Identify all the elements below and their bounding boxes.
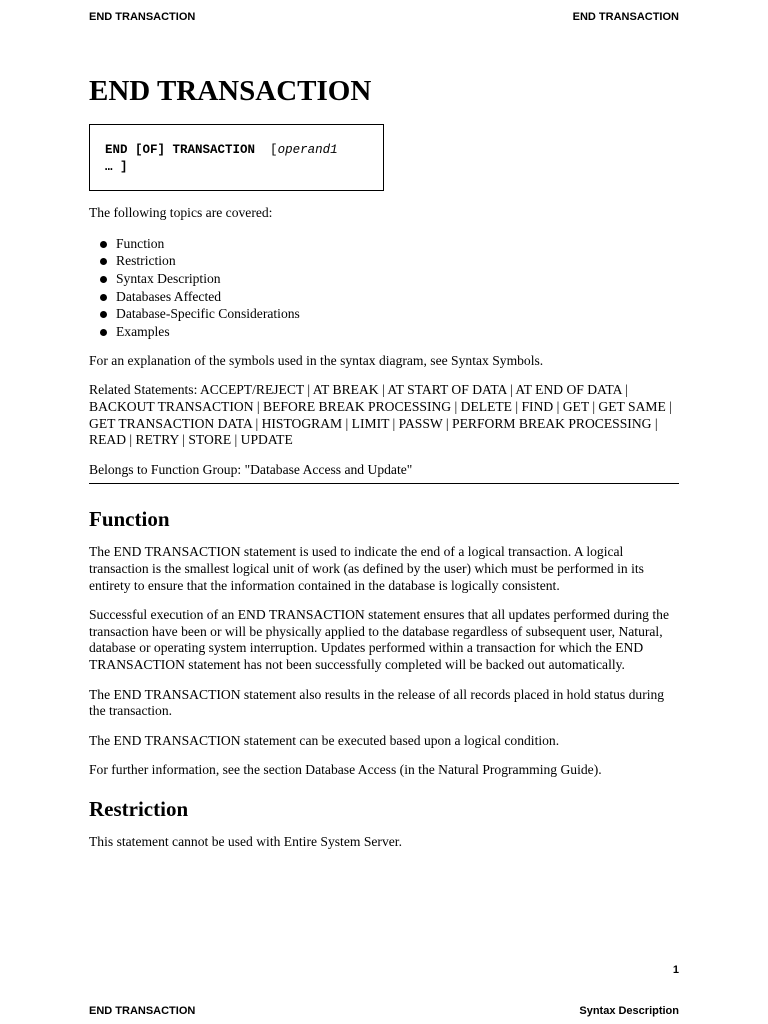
topic-link[interactable]: Function <box>116 235 165 251</box>
function-heading: Function <box>89 507 170 532</box>
topic-link[interactable]: Restriction <box>116 253 176 269</box>
function-paragraph: Successful execution of an END TRANSACTION statement ensures that all updates performed during the transaction have been or will be physically applied to the database regardless of subsequent user, Natural, database or operating system interruption. Updates performed within a transaction for which the END TRANSACTION statement has not been successfully completed will be backed out automatically. <box>89 607 669 672</box>
bullet-icon <box>100 294 107 301</box>
page-title: END TRANSACTION <box>89 75 372 107</box>
restriction-paragraph: This statement cannot be used with Entire System Server. <box>89 833 402 849</box>
running-header-left: END TRANSACTION <box>89 11 196 23</box>
bullet-icon <box>100 241 107 248</box>
function-paragraph: The END TRANSACTION statement is used to indicate the end of a logical transaction. A logical transaction is the smallest logical unit of work (as defined by the user) which must be performed in its entirety to ensure that the information contained in the database is logically consistent. <box>89 544 644 593</box>
symbols-note: For an explanation of the symbols used in the syntax diagram, see Syntax Symbols. <box>89 352 544 368</box>
syntax-diagram <box>89 124 384 191</box>
syntax-continuation: … ] <box>105 160 128 174</box>
running-footer-right: Syntax Description <box>579 1005 679 1017</box>
function-paragraph: The END TRANSACTION statement also results in the release of all records placed in hold status during the transaction. <box>89 686 665 719</box>
page-content <box>89 72 679 864</box>
syntax-bracket-open: [ <box>270 143 278 157</box>
bullet-icon <box>100 276 107 283</box>
topic-item-database-specific[interactable] <box>89 305 679 323</box>
function-paragraph: The END TRANSACTION statement can be executed based upon a logical condition. <box>89 732 560 748</box>
syntax-line-1 <box>105 142 368 159</box>
running-header <box>89 11 679 23</box>
running-header-right: END TRANSACTION <box>572 11 679 23</box>
topic-item-examples[interactable] <box>89 323 679 341</box>
syntax-keyword: END [OF] TRANSACTION <box>105 143 256 157</box>
function-paragraph: For further information, see the section Database Access (in the Natural Programming Guide). <box>89 762 602 778</box>
topic-link[interactable]: Syntax Description <box>116 271 221 286</box>
section-divider <box>89 483 679 484</box>
topic-link[interactable]: Databases Affected <box>116 288 222 304</box>
bullet-icon <box>100 329 107 336</box>
topics-list <box>89 235 679 341</box>
function-group: Belongs to Function Group: "Database Access and Update" <box>89 461 413 477</box>
related-statements: Related Statements: ACCEPT/REJECT | AT BREAK | AT START OF DATA | AT END OF DATA | BACKOUT TRANSACTION | BEFORE BREAK PROCESSING | DELETE | FIND | GET | GET SAME | GET TRANSACTION DATA | HISTOGRAM | LIMIT | PASSW | PERFORM BREAK PROCESSING | READ | RETRY | STORE | UPDATE <box>89 382 672 448</box>
topic-item-function[interactable] <box>89 235 679 253</box>
topic-item-restriction[interactable] <box>89 252 679 270</box>
syntax-operand: operand1 <box>277 143 338 157</box>
bullet-icon <box>100 311 107 318</box>
bullet-icon <box>100 258 107 265</box>
topic-link[interactable]: Examples <box>116 324 170 340</box>
running-footer-left: END TRANSACTION <box>89 1005 196 1017</box>
page-number: 1 <box>672 964 679 976</box>
topic-item-syntax-description[interactable] <box>89 270 679 288</box>
topics-intro: The following topics are covered: <box>89 205 273 220</box>
topic-link[interactable]: Database-Specific Considerations <box>116 306 300 322</box>
running-footer <box>89 1005 679 1017</box>
restriction-heading: Restriction <box>89 796 189 821</box>
topic-item-databases-affected[interactable] <box>89 288 679 306</box>
